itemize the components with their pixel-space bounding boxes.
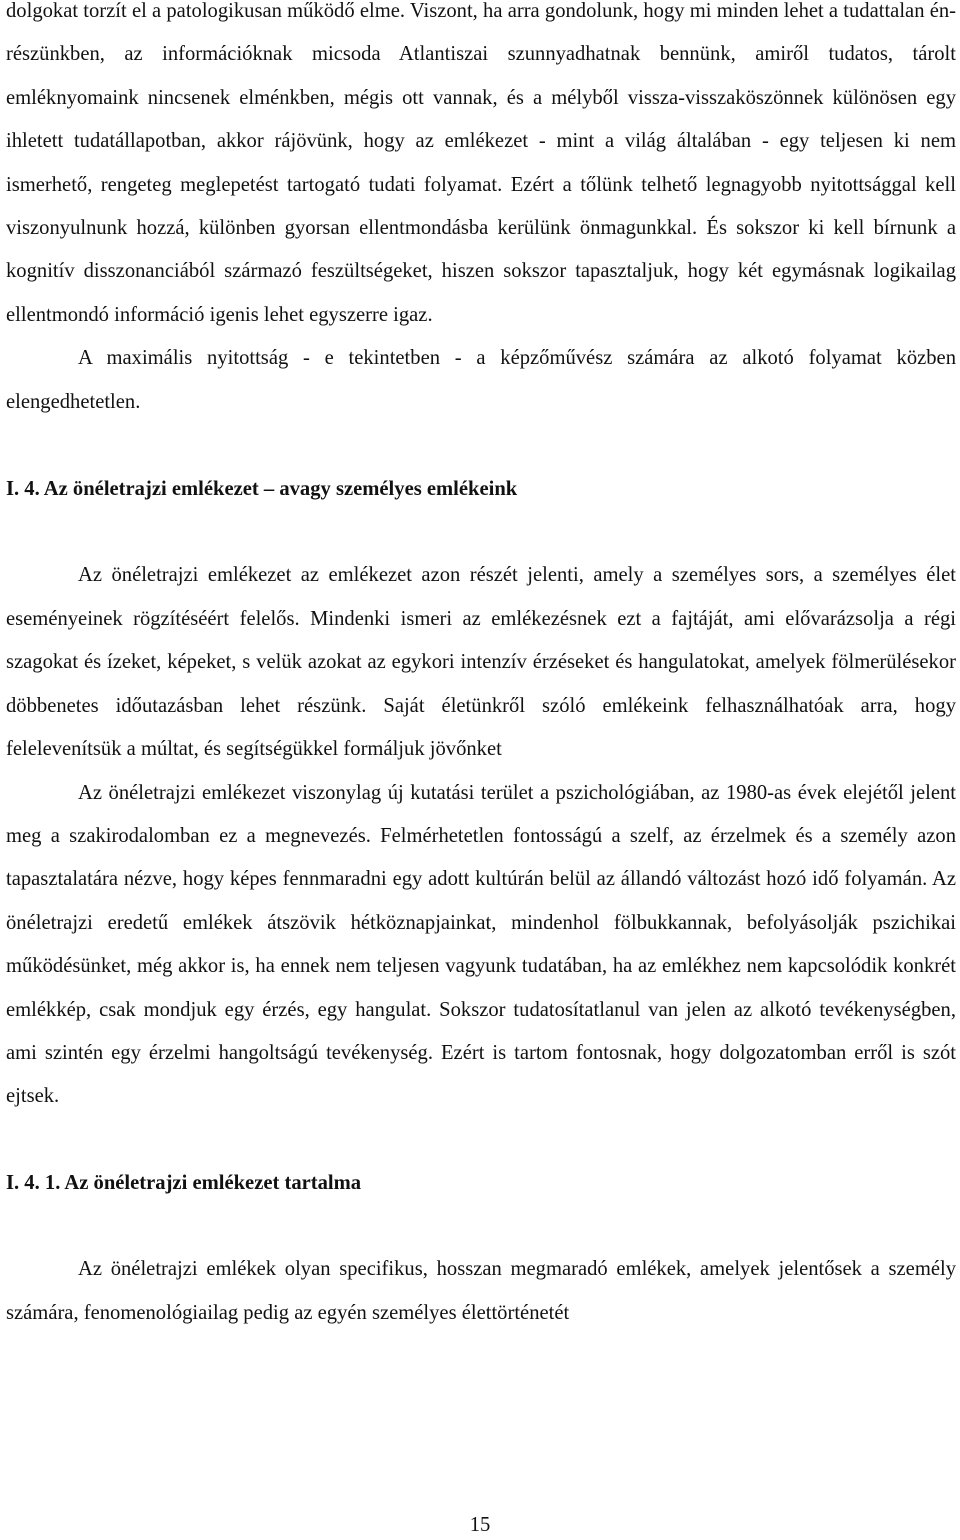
document-page (6, 0, 956, 1335)
body-paragraph: Az önéletrajzi emlékek olyan specifikus, hosszan megmaradó emlékek, amelyek jelentősek a személy számára, fenomenológiailag pedig az egyén személyes élettörténetét (6, 1258, 956, 1324)
body-paragraph: A maximális nyitottság - e tekintetben - a képzőművész számára az alkotó folyamat közben elengedhetetlen. (6, 347, 956, 413)
body-paragraph: Az önéletrajzi emlékezet viszonylag új kutatási terület a pszichológiában, az 1980-as évek elejétől jelent meg a szakirodalomban ez a megnevezés. Felmérhetetlen fontosságú a szelf, az érzelmek és a személy azon tapasztalatára nézve, hogy képes fennmaradni egy adott kultúrán belül az állandó változást hozó idő folyamán. Az önéletrajzi eredetű emlékek átszövik hétköznapjainkat, mindenhol fölbukkannak, befolyásolják pszichikai működésünket, még akkor is, ha ennek nem teljesen vagyunk tudatában, ha az emlékhez nem kapcsolódik konkrét emlékkép, csak mondjuk egy érzés, egy hangulat. Sokszor tudatosítatlanul van jelen az alkotó tevékenységben, ami szintén egy érzelmi hangoltságú tevékenység. Ezért is tartom fontosnak, hogy dolgozatomban erről is szót ejtsek. (6, 781, 956, 1108)
section-heading-dash: – (263, 478, 275, 501)
section-heading-text-suffix: avagy személyes emlékeink (274, 478, 518, 501)
page-number: 15 (469, 1514, 491, 1536)
section-heading (6, 468, 956, 511)
subsection-heading: I. 4. 1. Az önéletrajzi emlékezet tartalma (6, 1171, 362, 1194)
body-paragraph: Az önéletrajzi emlékezet az emlékezet azon részét jelenti, amely a személyes sors, a személyes élet eseményeinek rögzítéséért felelős. Mindenki ismeri az emlékezésnek ezt a fajtáját, ami elővarázsolja a régi szagokat és ízeket, képeket, s velük azokat az egykori intenzív érzéseket és hangulatokat, amelyek fölmerülésekor döbbenetes időutazásban lehet részünk. Saját életünkről szóló emlékeink felhasználhatóak arra, hogy felelevenítsük a múltat, és segítségükkel formáljuk jövőnket (6, 564, 956, 761)
body-paragraph: dolgokat torzít el a patologikusan működő elme. Viszont, ha arra gondolunk, hogy mi minden lehet a tudattalan én-részünkben, az információknak micsoda Atlantiszai szunnyadhatnak bennünk, amiről tudatos, tárolt emléknyomaink nincsenek elménkben, mégis ott vannak, és a mélyből vissza-visszaköszönnek különösen egy ihletett tudatállapotban, akkor rájövünk, hogy az emlékezet - mint a világ általában - egy teljesen ki nem ismerhető, rengeteg meglepetést tartogató tudati folyamat. Ezért a tőlünk telhető legnagyobb nyitottsággal kell viszonyulnunk hozzá, különben gyorsan ellentmondásba kerülünk önmagunkkal. És sokszor ki kell bírnunk a kognitív disszonanciából származó feszültségeket, hiszen sokszor tapasztaljuk, hogy két egymásnak logikailag ellentmondó információ igenis lehet egyszerre igaz. (6, 0, 956, 326)
section-heading-text: I. 4. Az önéletrajzi emlékezet (6, 478, 264, 501)
